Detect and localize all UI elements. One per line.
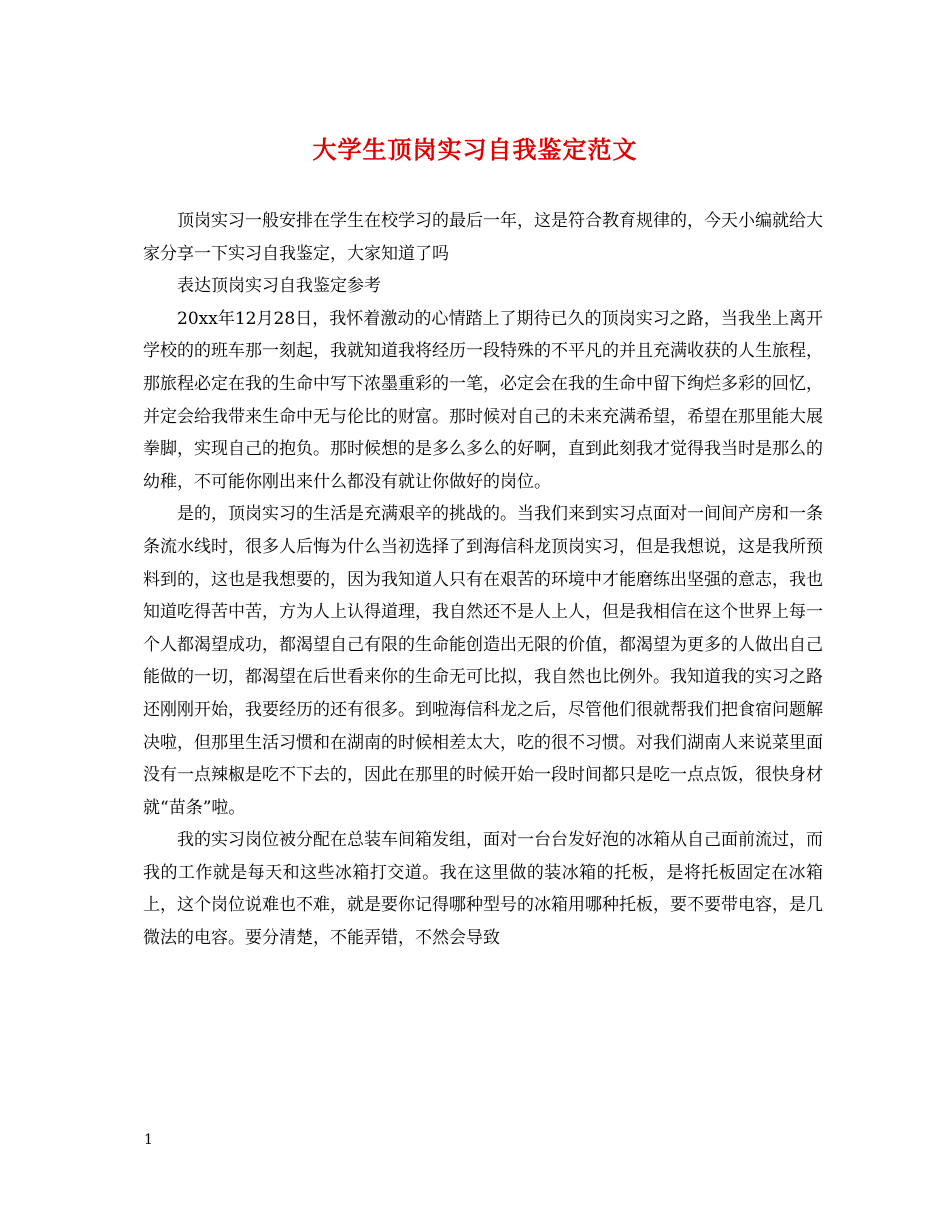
page-number: 1 (144, 1132, 153, 1148)
paragraph-intro: 顶岗实习一般安排在学生在校学习的最后一年，这是符合教育规律的，今天小编就给大家分享一下实习自我鉴定，大家知道了吗 (143, 211, 823, 264)
paragraph-subheading: 表达顶岗实习自我鉴定参考 (177, 276, 381, 297)
document-title: 大学生顶岗实习自我鉴定范文 (312, 135, 638, 164)
paragraph-body-3: 我的实习岗位被分配在总装车间箱发组，面对一台台发好泡的冰箱从自己面前流过，而我的工作就是每天和这些冰箱打交道。我在这里做的装冰箱的托板，是将托板固定在冰箱上，这个岗位说难也不难，就是要你记得哪种型号的冰箱用哪种托板，要不要带电容，是几微法的电容。要分清楚，不能弄错，不然会导致 (143, 830, 823, 949)
document-body (143, 205, 823, 955)
paragraph-body-2: 是的，顶岗实习的生活是充满艰辛的挑战的。当我们来到实习点面对一间间产房和一条条流水线时，很多人后悔为什么当初选择了到海信科龙顶岗实习，但是我想说，这是我所预料到的，这也是我想要的，因为我知道人只有在艰苦的环境中才能磨练出坚强的意志，我也知道吃得苦中苦，方为人上认得道理，我自然还不是人上人，但是我相信在这个世界上每一个人都渴望成功，都渴望自己有限的生命能创造出无限的价值，都渴望为更多的人做出自己能做的一切，都渴望在后世看来你的生命无可比拟，我自然也比例外。我知道我的实习之路还刚刚开始，我要经历的还有很多。到啦海信科龙之后，尽管他们很就帮我们把食宿问题解决啦，但那里生活习惯和在湖南的时候相差太大，吃的很不习惯。对我们湖南人来说菜里面没有一点辣椒是吃不下去的，因此在那里的时候开始一段时间都只是吃一点点饭，很快身材就“苗条”啦。 (143, 504, 823, 818)
paragraph-body-1: 20xx年12月28日，我怀着激动的心情踏上了期待已久的顶岗实习之路，当我坐上离开学校的的班车那一刻起，我就知道我将经历一段特殊的不平凡的并且充满收获的人生旅程，那旅程必定在我的生命中写下浓墨重彩的一笔，必定会在我的生命中留下绚烂多彩的回忆，并定会给我带来生命中无与伦比的财富。那时候对自己的未来充满希望，希望在那里能大展拳脚，实现自己的抱负。那时候想的是多么多么的好啊，直到此刻我才觉得我当时是那么的幼稚，不可能你刚出来什么都没有就让你做好的岗位。 (143, 308, 823, 492)
